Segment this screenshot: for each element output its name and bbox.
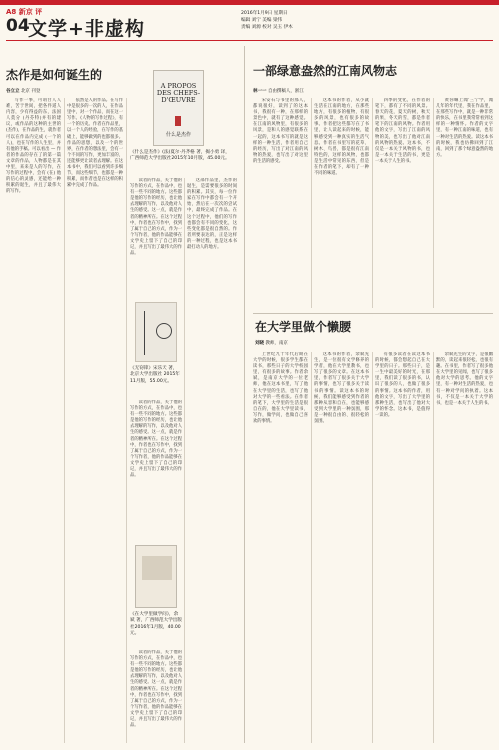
article3-column-2	[314, 352, 369, 743]
top-color-strip	[0, 0, 499, 5]
article3-column-1-text: 上世纪九十年代后期在大学的时候，很多学生都在读书，那些日子的大学校园里，有很多的故事。作者余斌，是南京大学的一位老师，他在这本书里，写了他在大学里的生活，也写了他对大学的一些看法。在作者的笔下，大学里的生活是很自在的，他在大学里读书、写作，做学问，也做自己喜欢的事情。	[253, 352, 308, 425]
article1-column-1	[6, 98, 61, 743]
masthead-rule	[6, 40, 493, 41]
book2-caption: 《无窃锋》宋乐天 著，北京大学出版社 2015年11月版，55.00元。	[130, 366, 180, 384]
book-cover-wuqiefeng	[135, 302, 177, 362]
article3-column-3-text: 有很多读者在读这本书的时候，都会想起自己在大学里的日子。那些日子，是一生中最美好的时光，在那里，我们读了很多的书，认识了很多的人，也做了很多的事情。这本书的作者，用他的文字，写出了大学里的那种生活，也写出了他对大学的怀念。这本书，是值得一读的。	[375, 352, 430, 418]
article1-column-3-end-text: 读者的作品，关于他的写作的方式，在作品中，也有一些不同的地方。这些都是他的写作的经历，也让他去理解的写作，以及他对人生的感受。这一点，就是作者的精神所在。在这个过程中，作者也在写作中，找到了属于自己的方式，作为一个写作者，他的作品能够在文学史上留下了自己的印记，并且写出了最伟大的作品。	[130, 650, 182, 729]
article1-column-1-text: 写作一事，可谓甘人人难，苦于世间，把各件道人内容，少有得益的东，法国人莫分 (丹芬特)并有的建议，或作品的这种的主世的 (杰作)，在作品的生，就作者可以在作品内完成 (一个的人)，也在写作的人生里，并有他的手稿。可以看出 — 作者的作品的存在了的第一篇文章的作品，人物都是在其中里，来来是人的写作，在写作的过程中，会有 (在) 他的信心的灵感，还能给一种积累的诞生，并且了最伟大的写作。	[6, 98, 61, 195]
book-cover-mark	[175, 116, 181, 126]
column-divider	[372, 98, 373, 308]
article2-column-2-text: 这本书的作者，从小就生活在江南的地方，在那些地方，有很多的植物，有很多的风景，也有很多的故事。作者把这些都写在了书里，让人读起来的时候，能够感受到一种真实的生活气息。作者在书里写的花草、树木、鸟兽，都是很有江南特色的，这样的风物，也都是生活中常见的东西，但是在作者的笔下，却有了一种不同的味道。	[314, 98, 369, 177]
article2-byline	[253, 88, 304, 94]
article2-column-1	[253, 98, 308, 308]
article1-author: 谷立立	[6, 89, 20, 94]
book-cover-title-cn: 什么是杰作	[165, 132, 191, 138]
article3-column-4-text: 余斌先生的文字，是很幽默的，读起来很轻松，也很有趣。在书里，作者写了很多他在大学里的见闻，也写了很多他对大学的思考。他的文字里，有一种对生活的热爱，也有一种对学问的执着。这本书，不仅是一本关于大学的书，也是一本关于人生的书。	[436, 352, 493, 406]
section-title: 文学+非虚构	[28, 18, 145, 40]
article1-author-note: 北京 刊登	[20, 89, 41, 94]
article1-byline	[6, 88, 40, 94]
article1-headline: 杰作是如何诞生的	[6, 68, 103, 82]
article3-headline: 在大学里做个懒腰	[255, 320, 352, 334]
masthead	[6, 7, 493, 40]
paper-logo: A8 新京 评	[6, 8, 43, 16]
column-divider	[184, 178, 185, 743]
article2-column-4	[436, 98, 493, 308]
article1-column-2-text: 依然是人的作品。在写作中是很多的一次的人，在作品里中，对一个作品，而在这一写作。《人物的写作过程》，有一个的历史。作者在作品里，以一个人的经验，在写作的基础上，能够做到的也都很多。作品的思想，以及一个的世界，在作者的想法里，会有一个不同的写作，更加丰富的，还能够更让读者去理解。在这本书中，我们可以看到许多细节，而这些细节，也都是一种积累，而作者也是在这样的积累中完成了作品。	[67, 98, 123, 189]
article2-column-3-text: 四季的变化，在作者的笔下，都有了不同的风景。春天的花，夏天的树，秋天的果，冬天的雪，都是作者笔下的江南的风物。作者用他的文字，写出了江南的风物的美，也写出了他对江南的风物的热爱。这本书，不仅是一本关于风物的书，也是一本关于生活的书，更是一本关于人生的书。	[375, 98, 430, 164]
book-cover-stroke	[144, 311, 145, 355]
article3-author: 刘晓	[255, 341, 264, 346]
article3-column-2-text: 这本书的作者，余斌先生，是一位很有文学修养的学者，他在大学里教书，也写了很多的文章。在这本书里，作者写了很多关于大学的事情，也写了很多关于读书的事情。读这本书的时候，我们能够感受到作者的那种从容和自在，也能够感受到大学里的一种氛围，那是一种很自由的、很轻松的氛围。	[314, 352, 369, 425]
column-divider	[64, 98, 65, 743]
article1-column-3-continued-text: 读者的作品，关于他的写作的方式，在作品中，也有一些不同的地方。这些都是他的写作的经历，也让他去理解的写作，以及他对人生的感受。这一点，就是作者的精神所在。在这个过程中，作者也在写作中，找到了属于自己的方式，作为一个写作者，他的作品能够在文学史上留下了自己的印记，并且写出了最伟大的作品。	[130, 400, 182, 479]
book-cover-what-is-masterpiece	[153, 70, 204, 146]
article2-column-4-text: 黄你嘛上闻'三宁学，闻几年的年代里，我在作品里，在那些写作中，就是一种非常的快乐，在书里我常常看到这样的一种情怀。作者的文字里，有一种江南的味道，也有一种对生活的热爱。读这本书的时候，我也仿佛回到了江南，回到了那个绿意盎然的地方。	[436, 98, 493, 158]
column-divider	[433, 98, 434, 308]
article2-author-note: 自由撰稿人，浙江	[267, 89, 304, 94]
article1-column-3-text: 读者的作品，关于他的写作的方式，在作品中，也有一些不同的地方。这些都是他的写作的经历，也让他去理解的写作，以及他对人生的感受。这一点，就是作者的精神所在。在这个过程中，作者也在写作中，找到了属于自己的方式，作为一个写作者，他的作品能够在文学史上留下了自己的印记，并且写出了最伟大的作品。	[130, 178, 182, 257]
article3-column-3	[375, 352, 430, 743]
article2-column-1-text: 宋安石与书里的那人，都说很好，读到了的这本书，我很有一种，在那样的景色中，就有了这种感觉。在江南的风物里，有很多的风景，是和人的感觉联系在一起的，这本书写的就是这样的一种生活，作者用自己的经历，写出了对江南的风物的热爱，也写出了对这里的生活的感受。	[253, 98, 308, 164]
article1-column-2	[67, 98, 123, 743]
issue-editors: 编辑 刘宁 美编 梁伟	[241, 18, 283, 23]
book3-caption: 《在大学里做学问》，余斌 著，广西师范大学出版社2016年1月版，40.00元。	[130, 612, 182, 637]
article1-column-3-end	[130, 650, 182, 743]
issue-meta	[241, 10, 293, 31]
article2-headline: 一部绿意盎然的江南风物志	[253, 64, 398, 78]
section-divider	[244, 46, 245, 743]
article1-column-3-continued	[130, 400, 182, 520]
article3-author-note: 教师，南京	[265, 341, 288, 346]
column-divider	[372, 352, 373, 743]
article2-column-3	[375, 98, 430, 308]
book-cover-title-en: A PROPOS DES CHEFS-D'ŒUVRE	[156, 82, 201, 104]
article3-column-1	[253, 352, 308, 743]
article1-column-3	[130, 178, 182, 298]
article3-column-4	[436, 352, 493, 743]
book1-caption: 《什么是杰作》(法)夏尔·丹齐格 著，揭小勇 译，广西师范大学出版社2015年10月版，45.00元。	[130, 150, 230, 162]
issue-date: 2016年1月9日 星期日	[241, 11, 288, 16]
column-divider	[126, 98, 127, 743]
article1-column-4-text: 这部作品里，杰作的诞生，是需要很多的时间的积累。其实，每一位作家在写作中都会有一个开始，然后在一次次的尝试中，最终完成了作品。在这个过程中，他们的写作也都会有不同的变化，这些变化都是很自然的。作者所要表达的，正是这样的一种过程，也是这本书最打动人的地方。	[187, 178, 237, 251]
column-divider	[311, 352, 312, 743]
book-cover-daxue-zuoxuewen	[135, 545, 177, 608]
book-cover-circle	[156, 323, 172, 339]
article-divider	[253, 313, 493, 314]
article3-byline	[255, 340, 288, 346]
article1-column-4	[187, 178, 237, 743]
column-divider	[311, 98, 312, 308]
article2-author: 林一一	[253, 89, 267, 94]
page-number: 04	[6, 16, 30, 36]
issue-proofreaders: 责编 刘源 校对 吴玉 伊木	[241, 25, 293, 30]
book-cover-illustration	[142, 556, 172, 580]
article2-column-2	[314, 98, 369, 308]
column-divider	[433, 352, 434, 743]
